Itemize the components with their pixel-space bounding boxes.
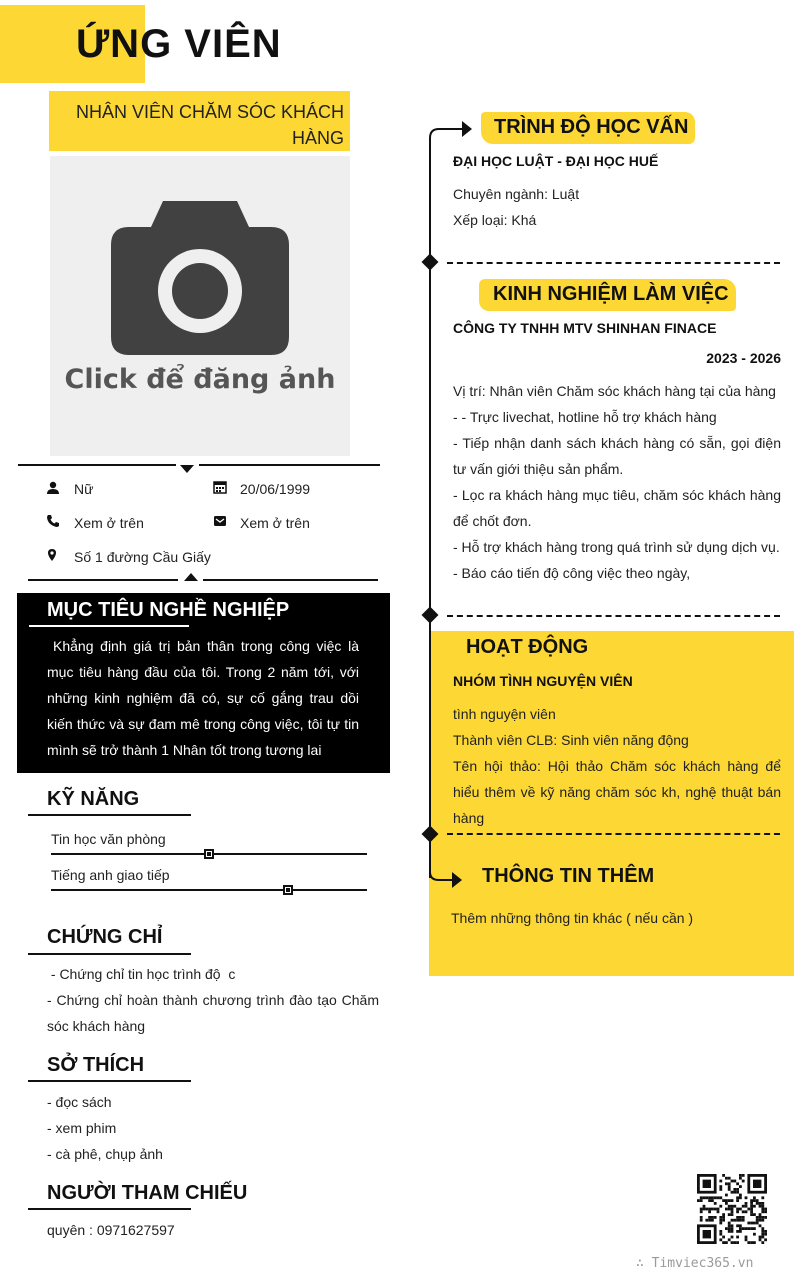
user-icon [46,481,60,495]
school-name[interactable]: ĐẠI HỌC LUẬT - ĐẠI HỌC HUẾ [453,153,659,169]
certificate-item[interactable]: - Chứng chỉ hoàn thành chương trình đào tạo Chăm sóc khách hàng [47,992,379,1034]
birthday-value[interactable]: 20/06/1999 [240,481,311,497]
skill-label[interactable]: Tin học văn phòng [51,831,166,847]
education-title[interactable]: TRÌNH ĐỘ HỌC VẤN [494,116,689,138]
hobby-item[interactable]: - cà phê, chụp ảnh [47,1146,163,1162]
education-detail[interactable]: Chuyên ngành: Luật [453,186,580,202]
skill-bar[interactable] [51,889,367,891]
photo-caption[interactable]: Click để đăng ảnh [64,364,336,395]
extra-info-text[interactable]: Thêm những thông tin khác ( nếu cần ) [451,910,694,926]
experience-title[interactable]: KINH NGHIỆM LÀM VIỆC [493,283,729,305]
hobby-item[interactable]: - đọc sách [47,1094,112,1110]
gender-value[interactable]: Nữ [74,481,94,497]
qr-code-icon [697,1174,767,1244]
divider [18,464,176,466]
email-value[interactable]: Xem ở trên [240,515,310,531]
skills-title[interactable]: KỸ NĂNG [47,788,140,810]
job-position[interactable]: NHÂN VIÊN CHĂM SÓC KHÁCH HÀNG [49,91,350,151]
candidate-name[interactable]: ỨNG VIÊN [76,22,282,66]
work-period[interactable]: 2023 - 2026 [706,350,781,366]
skill-level-handle[interactable] [283,885,293,895]
objective-title[interactable]: MỤC TIÊU NGHỀ NGHIỆP [47,599,290,621]
divider [28,579,178,581]
activity-group[interactable]: NHÓM TÌNH NGUYỆN VIÊN [453,673,633,689]
divider [199,464,380,466]
location-icon [45,548,59,562]
experience-line[interactable]: - Tiếp nhận danh sách khách hàng có sẵn, gọi điện tư vấn giới thiệu sản phẩm. [453,435,781,477]
references-title[interactable]: NGƯỜI THAM CHIẾU [47,1182,248,1204]
divider-arrow [184,573,198,581]
reference-item[interactable]: quyên : 0971627597 [47,1222,175,1238]
phone-icon [46,514,60,528]
title-underline [28,814,191,816]
email-icon [213,514,227,528]
company-name[interactable]: CÔNG TY TNHH MTV SHINHAN FINACE [453,320,717,336]
title-underline [28,953,191,955]
experience-line[interactable]: Vị trí: Nhân viên Chăm sóc khách hàng tại của hàng [453,383,776,399]
certificate-item[interactable]: - Chứng chỉ tin học trình độ c [47,966,236,982]
divider-arrow [180,465,194,473]
photo-upload[interactable] [50,156,350,456]
skill-level-handle[interactable] [204,849,214,859]
experience-line[interactable]: - - Trực livechat, hotline hỗ trợ khách hàng [453,409,717,425]
experience-line[interactable]: - Lọc ra khách hàng mục tiêu, chăm sóc khách hàng để chốt đơn. [453,487,781,529]
dashed-divider [447,615,780,617]
brand-watermark: ∴ Timviec365.vn [636,1256,754,1271]
title-underline [28,1080,191,1082]
phone-value[interactable]: Xem ở trên [74,515,144,531]
education-detail[interactable]: Xếp loại: Khá [453,212,537,228]
divider [203,579,378,581]
activity-line[interactable]: Thành viên CLB: Sinh viên năng động [453,732,689,748]
dashed-divider [447,833,780,835]
activities-title[interactable]: HOẠT ĐỘNG [466,636,589,658]
skill-label[interactable]: Tiếng anh giao tiếp [51,867,170,883]
hobby-item[interactable]: - xem phim [47,1120,117,1136]
career-objective-section [17,593,390,773]
experience-line[interactable]: - Báo cáo tiến độ công việc theo ngày, [453,565,691,581]
hobbies-title[interactable]: SỞ THÍCH [47,1054,145,1076]
title-underline [29,625,189,627]
calendar-icon [213,480,227,494]
extra-info-title[interactable]: THÔNG TIN THÊM [482,865,655,887]
camera-icon [111,201,289,355]
activity-line[interactable]: tình nguyện viên [453,706,556,722]
title-underline [28,1208,191,1210]
activity-line[interactable]: Tên hội thảo: Hội thảo Chăm sóc khách hàng để hiểu thêm về kỹ năng chăm sóc kh, nghệ thuật bán hàng [453,758,781,826]
experience-line[interactable]: - Hỗ trợ khách hàng trong quá trình sử dụng dịch vụ. [453,539,780,555]
objective-text[interactable]: Khẳng định giá trị bản thân trong công việc là mục tiêu hàng đầu của tôi. Trong 2 năm tới, với những kinh nghiệm đã có, sự cố gắng trau dồi kiến thức và sự đam mê trong công việc, tôi tự tin mình sẽ trở thành 1 Nhân tốt trong tương lai [47,638,359,758]
address-value[interactable]: Số 1 đường Cầu Giấy [74,549,211,565]
dashed-divider [447,262,780,264]
certificates-title[interactable]: CHỨNG CHỈ [47,926,163,948]
